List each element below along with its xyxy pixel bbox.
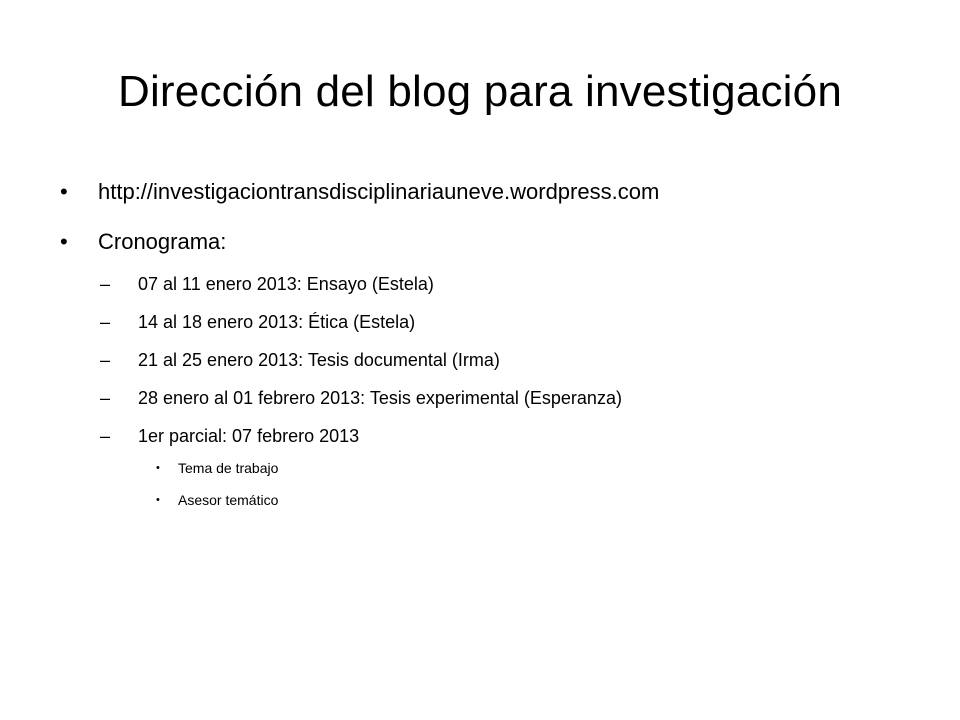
sub-list-item-text: Tema de trabajo — [178, 460, 279, 476]
schedule-item-text: 07 al 11 enero 2013: Ensayo (Estela) — [138, 274, 434, 294]
cronograma-heading: Cronograma: — [98, 229, 227, 254]
dash-icon: – — [100, 274, 111, 294]
bullet-icon: • — [156, 462, 160, 474]
dash-icon: – — [100, 388, 111, 408]
dash-icon: – — [100, 426, 111, 446]
schedule-item-text: 21 al 25 enero 2013: Tesis documental (Irma) — [138, 350, 500, 370]
bullet-icon: • — [60, 229, 68, 254]
blog-url-link[interactable]: http://investigaciontransdisciplinariauneve.wordpress.com — [98, 179, 660, 204]
schedule-item-text: 28 enero al 01 febrero 2013: Tesis experimental (Esperanza) — [138, 388, 622, 408]
sub-list-item-text: Asesor temático — [178, 492, 279, 508]
bullet-icon: • — [60, 179, 68, 204]
dash-icon: – — [100, 350, 111, 370]
schedule-item-text: 1er parcial: 07 febrero 2013 — [138, 426, 360, 446]
schedule-item-text: 14 al 18 enero 2013: Ética (Estela) — [138, 312, 416, 332]
dash-icon: – — [100, 312, 111, 332]
slide-title: Dirección del blog para investigación — [117, 67, 843, 116]
bullet-icon: • — [156, 494, 160, 506]
